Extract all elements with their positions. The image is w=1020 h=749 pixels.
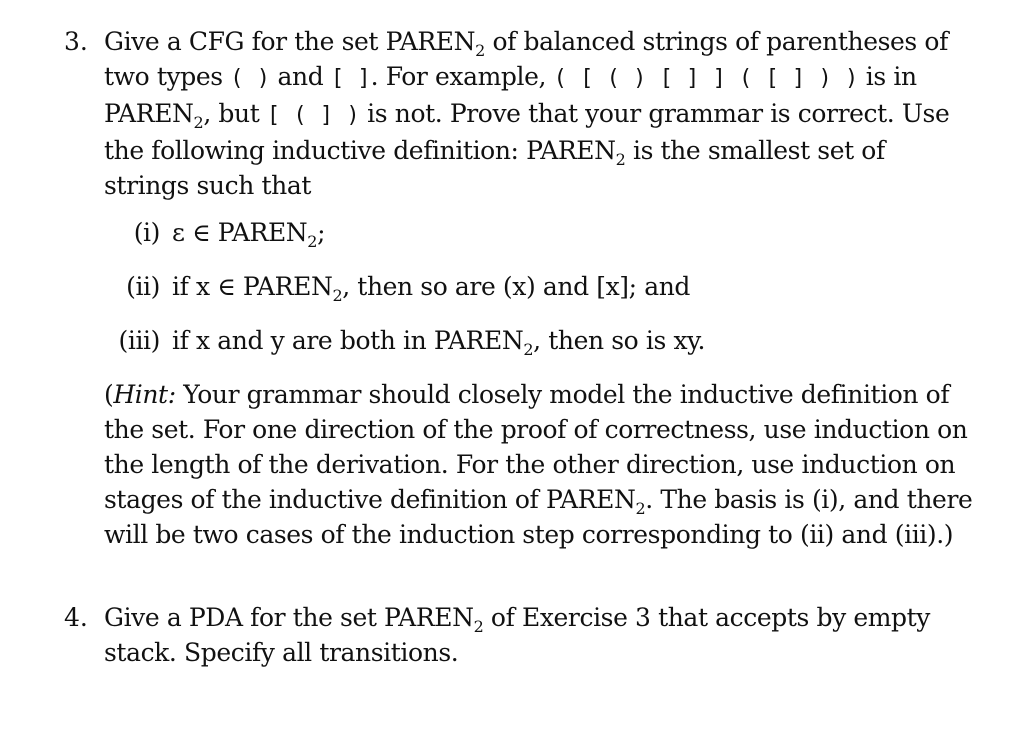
exercise-4	[64, 600, 974, 670]
exercise-3	[64, 24, 974, 552]
example-unbalanced-string: [ ( ] )	[266, 103, 360, 128]
exercise-number: 4.	[64, 603, 88, 632]
definition-item: (ii) if x ∈ $PAREN_2$, then so are (x) and [x]; and	[126, 272, 691, 305]
exercise-statement: Give a CFG for the set $PAREN_2$ of balanced strings of parentheses of two types ( ) and [ ]. For example, ( [ ( ) [ ] ] ( [ ] ) ) is in $PAREN_2$, but [ ( ] ) is not. Prove that your grammar is correct. Use the following inductive definition: $PAREN_2$ is the smallest set of strings such that	[104, 27, 950, 200]
inductive-definition-list	[104, 215, 974, 358]
example-balanced-string: ( [ ( ) [ ] ] ( [ ] ) )	[553, 66, 859, 91]
hint-label: Hint:	[113, 380, 176, 409]
exercise-statement: Give a PDA for the set $PAREN_2$ of Exercise 3 that accepts by empty stack. Specify all transitions.	[104, 603, 931, 667]
exercise-number: 3.	[64, 27, 88, 56]
definition-item: (iii) if x and y are both in $PAREN_2$, then so is xy.	[118, 326, 706, 359]
exercise-body	[104, 600, 974, 670]
exercise-body	[104, 24, 974, 552]
hint-paragraph: (Hint: Your grammar should closely model the inductive definition of the set. For one direction of the proof of correctness, use induction on the length of the derivation. For the other direction, use induction on stages of the inductive definition of $PAREN_2$. The basis is (i), and there will be two cases of the induction step corresponding to (ii) and (iii).)	[104, 380, 973, 549]
definition-item: (i) ε ∈ $PAREN_2$;	[133, 218, 326, 251]
